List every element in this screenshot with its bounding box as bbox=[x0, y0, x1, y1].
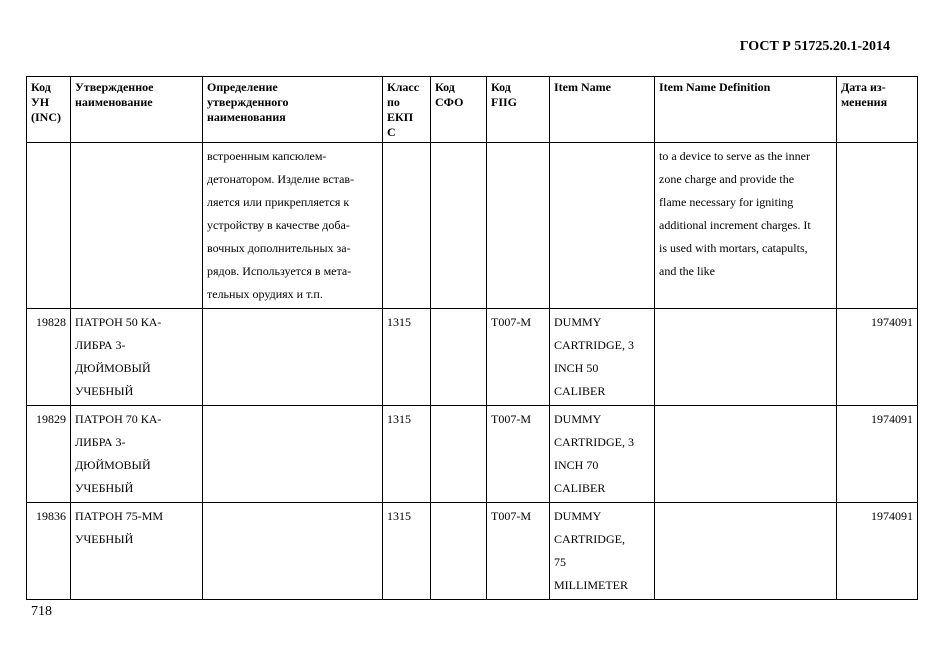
text-line: встроенным капсюлем- bbox=[207, 149, 327, 163]
cell-inc bbox=[27, 143, 71, 309]
cell-inc bbox=[27, 309, 71, 406]
text-line: 75 bbox=[554, 555, 566, 569]
text-line: тельных орудиях и т.п. bbox=[207, 287, 323, 301]
text-line: менения bbox=[841, 95, 888, 109]
text-line: УЧЕБНЫЙ bbox=[75, 384, 134, 398]
table-row bbox=[27, 503, 918, 600]
text-line: Код bbox=[31, 80, 51, 94]
cell-name bbox=[71, 503, 203, 600]
document-code: ГОСТ Р 51725.20.1-2014 bbox=[739, 39, 890, 54]
cell-fiig bbox=[487, 406, 550, 503]
cell-item-name bbox=[550, 143, 655, 309]
text-line: СФО bbox=[435, 95, 464, 109]
text-line: DUMMY bbox=[554, 412, 602, 426]
text-line: and the like bbox=[659, 264, 715, 278]
cell-sfo bbox=[431, 503, 487, 600]
text-line: детонатором. Изделие встав- bbox=[207, 172, 355, 186]
text-line: CALIBER bbox=[554, 481, 606, 495]
table-row bbox=[27, 309, 918, 406]
text-line: DUMMY bbox=[554, 315, 602, 329]
table-row-continuation bbox=[27, 143, 918, 309]
text-line: ЛИБРА 3- bbox=[75, 338, 126, 352]
text-line: Код bbox=[435, 80, 455, 94]
col-header-approved-name bbox=[71, 77, 203, 143]
text-line: (INC) bbox=[31, 110, 61, 124]
cell-inc bbox=[27, 406, 71, 503]
col-header-sfo bbox=[431, 77, 487, 143]
header-row bbox=[27, 77, 918, 143]
text-line: Код bbox=[491, 80, 511, 94]
cell-definition bbox=[203, 143, 383, 309]
col-header-change-date bbox=[837, 77, 918, 143]
text-line: additional increment charges. It bbox=[659, 218, 811, 232]
text-line: вочных дополнительных за- bbox=[207, 241, 351, 255]
text-line: FIIG bbox=[491, 95, 518, 109]
cell-sfo bbox=[431, 143, 487, 309]
text-line: 1974091 bbox=[871, 315, 913, 329]
text-line: DUMMY bbox=[554, 509, 602, 523]
text-line: MILLIMETER bbox=[554, 578, 628, 592]
cell-fiig bbox=[487, 503, 550, 600]
text-line: ДЮЙМОВЫЙ bbox=[75, 361, 151, 375]
cell-class bbox=[383, 143, 431, 309]
cell-name bbox=[71, 143, 203, 309]
text-line: Item Name bbox=[554, 80, 611, 94]
cell-item-name-def bbox=[655, 143, 837, 309]
text-line: УЧЕБНЫЙ bbox=[75, 481, 134, 495]
cell-fiig bbox=[487, 309, 550, 406]
text-line: 1315 bbox=[387, 412, 411, 426]
cell-definition bbox=[203, 309, 383, 406]
text-line: CARTRIDGE, 3 bbox=[554, 435, 634, 449]
text-line: утвержденного bbox=[207, 95, 289, 109]
cell-item-name-def bbox=[655, 309, 837, 406]
text-line: zone charge and provide the bbox=[659, 172, 795, 186]
text-line: Определение bbox=[207, 80, 278, 94]
text-line: по bbox=[387, 95, 400, 109]
text-line: T007-M bbox=[491, 315, 531, 329]
col-header-inc bbox=[27, 77, 71, 143]
text-line: flame necessary for igniting bbox=[659, 195, 794, 209]
text-line: 1315 bbox=[387, 315, 411, 329]
cell-sfo bbox=[431, 309, 487, 406]
text-line: Утвержденное bbox=[75, 80, 154, 94]
text-line: INCH 70 bbox=[554, 458, 599, 472]
text-line: INCH 50 bbox=[554, 361, 599, 375]
text-line: ДЮЙМОВЫЙ bbox=[75, 458, 151, 472]
text-line: is used with mortars, catapults, bbox=[659, 241, 808, 255]
cell-inc bbox=[27, 503, 71, 600]
cell-item-name bbox=[550, 503, 655, 600]
text-line: CALIBER bbox=[554, 384, 606, 398]
text-line: T007-M bbox=[491, 509, 531, 523]
table-row bbox=[27, 406, 918, 503]
cell-class bbox=[383, 503, 431, 600]
text-line: ПАТРОН 75-ММ bbox=[75, 509, 164, 523]
col-header-definition bbox=[203, 77, 383, 143]
text-line: 19836 bbox=[36, 509, 66, 523]
cell-class bbox=[383, 406, 431, 503]
text-line: наименования bbox=[207, 110, 286, 124]
page-number: 718 bbox=[31, 604, 52, 619]
cell-date bbox=[837, 406, 918, 503]
cell-definition bbox=[203, 406, 383, 503]
text-line: Дата из- bbox=[841, 80, 886, 94]
col-header-class bbox=[383, 77, 431, 143]
text-line: to a device to serve as the inner bbox=[659, 149, 810, 163]
text-line: ПАТРОН 70 КА- bbox=[75, 412, 162, 426]
cell-date bbox=[837, 143, 918, 309]
text-line: УЧЕБНЫЙ bbox=[75, 532, 134, 546]
col-header-item-name bbox=[550, 77, 655, 143]
text-line: ПАТРОН 50 КА- bbox=[75, 315, 162, 329]
text-line: 19829 bbox=[36, 412, 66, 426]
col-header-fiig bbox=[487, 77, 550, 143]
text-line: ЛИБРА 3- bbox=[75, 435, 126, 449]
cell-item-name-def bbox=[655, 503, 837, 600]
catalog-table bbox=[26, 76, 918, 600]
text-line: рядов. Используется в мета- bbox=[207, 264, 352, 278]
text-line: УН bbox=[31, 95, 50, 109]
text-line: 19828 bbox=[36, 315, 66, 329]
text-line: Класс bbox=[387, 80, 420, 94]
cell-fiig bbox=[487, 143, 550, 309]
text-line: наименование bbox=[75, 95, 153, 109]
text-line: 1974091 bbox=[871, 412, 913, 426]
text-line: ЕКП bbox=[387, 110, 414, 124]
text-line: С bbox=[387, 125, 396, 139]
cell-class bbox=[383, 309, 431, 406]
cell-item-name bbox=[550, 406, 655, 503]
text-line: T007-M bbox=[491, 412, 531, 426]
text-line: CARTRIDGE, 3 bbox=[554, 338, 634, 352]
cell-definition bbox=[203, 503, 383, 600]
text-line: 1974091 bbox=[871, 509, 913, 523]
cell-date bbox=[837, 503, 918, 600]
cell-date bbox=[837, 309, 918, 406]
col-header-item-name-def bbox=[655, 77, 837, 143]
cell-name bbox=[71, 406, 203, 503]
text-line: устройству в качестве доба- bbox=[207, 218, 350, 232]
text-line: 1315 bbox=[387, 509, 411, 523]
text-line: ляется или прикрепляется к bbox=[207, 195, 350, 209]
cell-item-name-def bbox=[655, 406, 837, 503]
text-line: Item Name Definition bbox=[659, 80, 771, 94]
cell-sfo bbox=[431, 406, 487, 503]
cell-name bbox=[71, 309, 203, 406]
cell-item-name bbox=[550, 309, 655, 406]
text-line: CARTRIDGE, bbox=[554, 532, 625, 546]
